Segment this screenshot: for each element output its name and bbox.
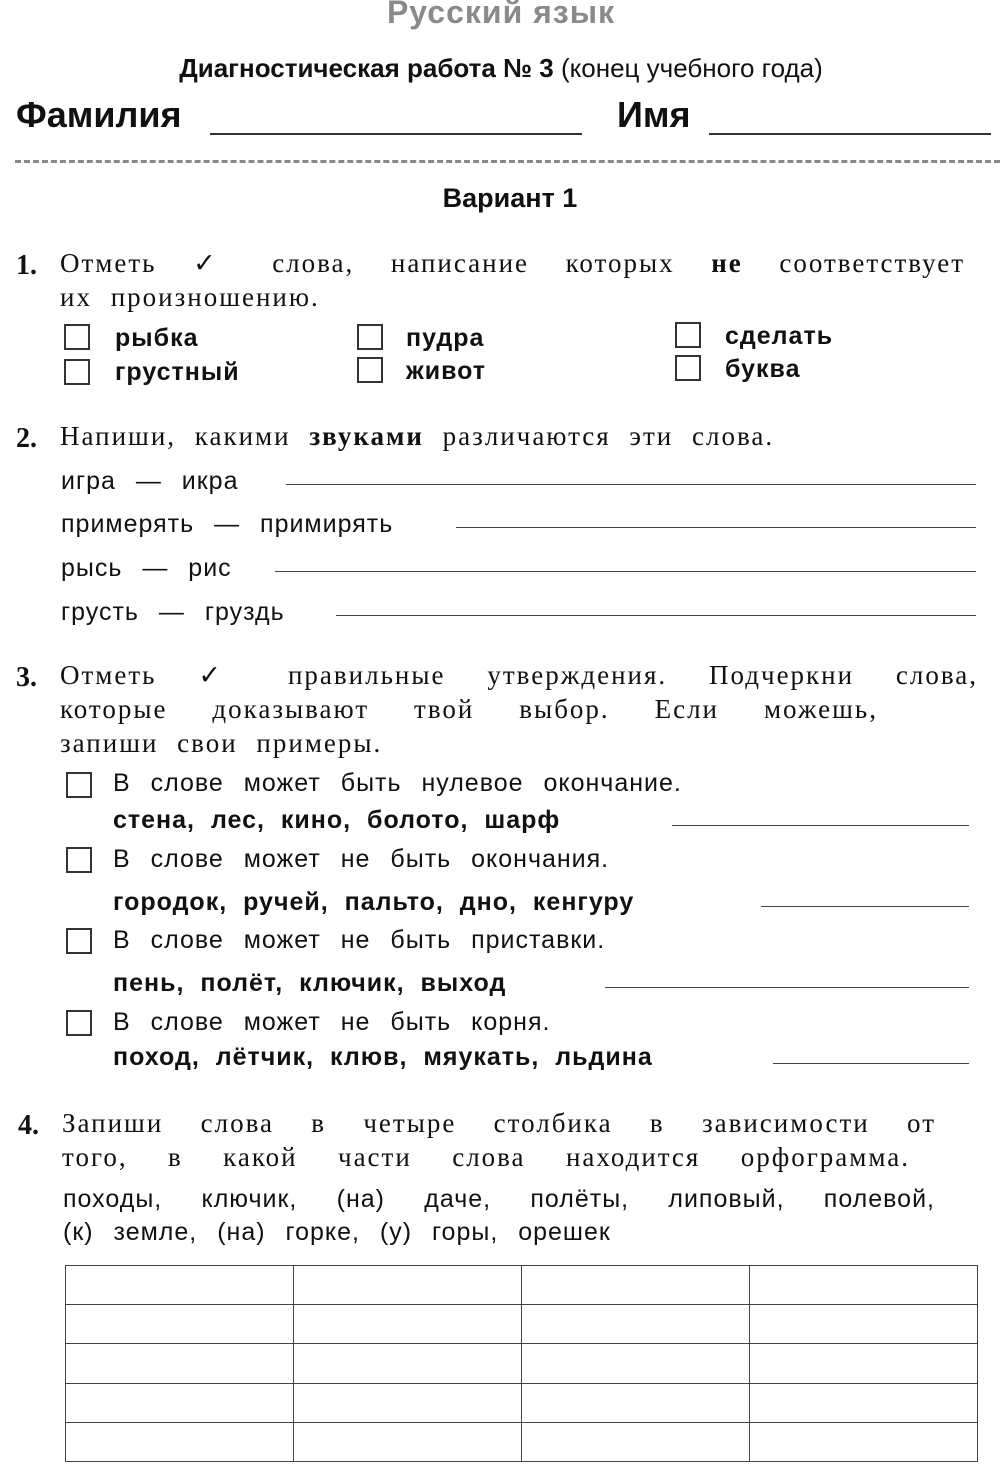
statement-text: В слове может не быть приставки. bbox=[113, 926, 606, 954]
checkbox-statement[interactable] bbox=[66, 928, 92, 954]
task4-prompt-line2: того, в какой части слова находится орфограмма. bbox=[62, 1142, 910, 1172]
table-cell[interactable] bbox=[66, 1266, 294, 1305]
task1-prompt-line1 bbox=[60, 248, 965, 279]
task1-prompt-emphasis: не bbox=[711, 248, 743, 278]
examples-answer-line[interactable] bbox=[672, 825, 969, 826]
task1-prompt-line2: их произношению. bbox=[60, 282, 320, 312]
answer-table bbox=[65, 1265, 978, 1462]
checkbox-option[interactable] bbox=[675, 355, 701, 381]
word-option: сделать bbox=[725, 322, 834, 350]
task4-words-line2: (к) земле, (на) горке, (у) горы, орешек bbox=[63, 1218, 611, 1246]
task3-number: 3. bbox=[16, 662, 37, 693]
table-cell[interactable] bbox=[66, 1383, 294, 1422]
task1-number: 1. bbox=[16, 250, 37, 281]
task2-prompt bbox=[60, 421, 774, 452]
task3-prompt-line2: которые доказывают твой выбор. Если можешь, bbox=[60, 694, 878, 724]
word-option: живот bbox=[406, 357, 487, 385]
variant-title: Вариант 1 bbox=[442, 183, 578, 213]
word-option: пудра bbox=[406, 324, 485, 352]
task4-number: 4. bbox=[18, 1110, 39, 1141]
table-cell[interactable] bbox=[750, 1266, 978, 1305]
word-option: буква bbox=[725, 355, 801, 383]
examples-answer-line[interactable] bbox=[605, 987, 969, 988]
example-words: поход, лётчик, клюв, мяукать, льдина bbox=[113, 1043, 653, 1071]
task2-prompt-a: Напиши, какими bbox=[60, 421, 291, 451]
word-option: грустный bbox=[115, 358, 240, 386]
name-label: Имя bbox=[617, 94, 691, 135]
cut-line-divider bbox=[15, 160, 1000, 163]
table-cell[interactable] bbox=[522, 1344, 750, 1383]
task2-prompt-emphasis: звуками bbox=[309, 421, 424, 451]
work-title bbox=[0, 53, 1002, 84]
task4-prompt-line1: Запиши слова в четыре столбика в зависимости от bbox=[62, 1108, 936, 1138]
answer-line[interactable] bbox=[275, 571, 976, 572]
example-words: стена, лес, кино, болото, шарф bbox=[113, 806, 561, 834]
task2-prompt-b: различаются эти слова. bbox=[442, 421, 775, 451]
surname-field[interactable] bbox=[210, 133, 582, 135]
task1-prompt-b: слова, написание которых bbox=[272, 248, 675, 278]
word-pair: примерять — примирять bbox=[61, 510, 394, 538]
work-title-main: Диагностическая работа № 3 bbox=[179, 53, 554, 83]
table-cell[interactable] bbox=[522, 1266, 750, 1305]
examples-answer-line[interactable] bbox=[773, 1063, 969, 1064]
statement-text: В слове может быть нулевое окончание. bbox=[113, 769, 682, 797]
work-title-note: (конец учебного года) bbox=[560, 53, 823, 83]
checkbox-option[interactable] bbox=[357, 357, 383, 383]
checkmark-icon: ✓ bbox=[193, 248, 236, 278]
statement-text: В слове может не быть окончания. bbox=[113, 845, 610, 873]
task3-prompt-line3: запиши свои примеры. bbox=[60, 728, 383, 758]
checkbox-statement[interactable] bbox=[66, 772, 92, 798]
task3-prompt-line1 bbox=[60, 660, 978, 691]
table-cell[interactable] bbox=[750, 1344, 978, 1383]
checkbox-option[interactable] bbox=[675, 322, 701, 348]
statement-text: В слове может не быть корня. bbox=[113, 1008, 551, 1036]
table-cell[interactable] bbox=[750, 1383, 978, 1422]
table-cell[interactable] bbox=[294, 1383, 522, 1422]
table-cell[interactable] bbox=[294, 1344, 522, 1383]
table-cell[interactable] bbox=[522, 1305, 750, 1344]
table-cell[interactable] bbox=[522, 1422, 750, 1461]
table-cell[interactable] bbox=[294, 1422, 522, 1461]
task1-prompt-c: соответствует bbox=[779, 248, 966, 278]
checkbox-option[interactable] bbox=[357, 324, 383, 350]
surname-label: Фамилия bbox=[16, 94, 182, 135]
table-cell[interactable] bbox=[66, 1422, 294, 1461]
word-pair: рысь — рис bbox=[61, 554, 232, 582]
checkbox-option[interactable] bbox=[64, 359, 90, 385]
table-cell[interactable] bbox=[750, 1422, 978, 1461]
checkmark-icon: ✓ bbox=[198, 660, 247, 690]
task1-prompt-a: Отметь bbox=[60, 248, 157, 278]
examples-answer-line[interactable] bbox=[761, 906, 969, 907]
answer-line[interactable] bbox=[286, 484, 976, 485]
word-pair: игра — икра bbox=[61, 467, 239, 495]
example-words: городок, ручей, пальто, дно, кенгуру bbox=[113, 888, 635, 916]
table-cell[interactable] bbox=[522, 1383, 750, 1422]
table-cell[interactable] bbox=[294, 1305, 522, 1344]
task3-prompt-b: правильные утверждения. Подчеркни слова, bbox=[287, 660, 979, 690]
table-cell[interactable] bbox=[66, 1344, 294, 1383]
answer-line[interactable] bbox=[456, 527, 976, 528]
checkbox-option[interactable] bbox=[64, 324, 90, 350]
task2-number: 2. bbox=[16, 423, 37, 454]
checkbox-statement[interactable] bbox=[66, 847, 92, 873]
task4-words-line1: походы, ключик, (на) даче, полёты, липовый, полевой, bbox=[63, 1185, 935, 1213]
table-cell[interactable] bbox=[750, 1305, 978, 1344]
word-option: рыбка bbox=[115, 324, 199, 352]
table-cell[interactable] bbox=[294, 1266, 522, 1305]
answer-line[interactable] bbox=[336, 615, 976, 616]
name-field[interactable] bbox=[709, 133, 991, 135]
example-words: пень, полёт, ключик, выход bbox=[113, 969, 507, 997]
task3-prompt-a: Отметь bbox=[60, 660, 157, 690]
table-cell[interactable] bbox=[66, 1305, 294, 1344]
subject-title: Русский язык bbox=[386, 0, 616, 30]
checkbox-statement[interactable] bbox=[66, 1010, 92, 1036]
word-pair: грусть — груздь bbox=[61, 598, 285, 626]
